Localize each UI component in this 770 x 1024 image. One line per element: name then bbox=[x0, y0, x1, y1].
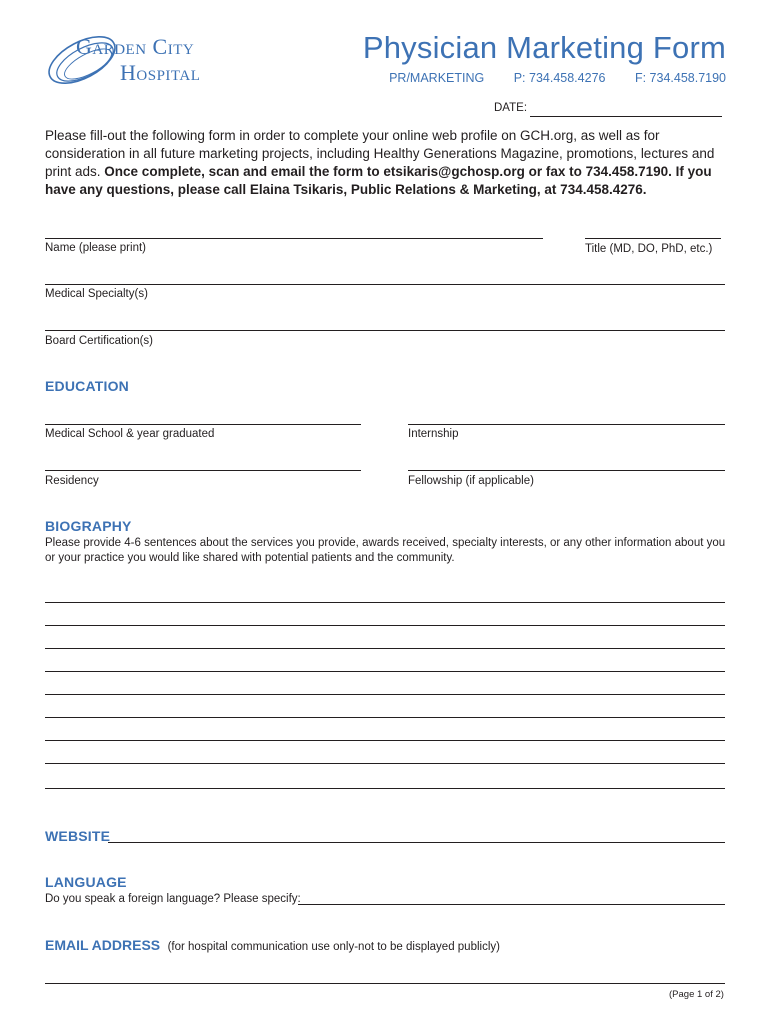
medical-school-label: Medical School & year graduated bbox=[45, 428, 215, 440]
title-label: Title (MD, DO, PhD, etc.) bbox=[585, 243, 713, 255]
specialty-label: Medical Specialty(s) bbox=[45, 288, 148, 300]
biography-line[interactable] bbox=[45, 648, 725, 649]
email-note: (for hospital communication use only-not to be displayed publicly) bbox=[167, 941, 500, 953]
internship-field[interactable] bbox=[408, 424, 725, 425]
biography-line[interactable] bbox=[45, 763, 725, 764]
intro-text: Please fill-out the following form in order to complete your online web profile on GCH.org, as well as for consideration in all future marketing projects, including Healthy Generations Magazine, promotions, lectures and print ads. bbox=[45, 128, 715, 179]
date-label: DATE: bbox=[494, 102, 528, 114]
email-field[interactable] bbox=[45, 983, 725, 984]
biography-heading: BIOGRAPHY bbox=[45, 518, 132, 534]
language-heading: LANGUAGE bbox=[45, 874, 127, 890]
intro-paragraph bbox=[45, 127, 735, 199]
biography-instructions: Please provide 4-6 sentences about the services you provide, awards received, specialty interests, or any other information about you or your practice you would like shared with potential patients and the community. bbox=[45, 537, 726, 564]
biography-line[interactable] bbox=[45, 694, 725, 695]
biography-line[interactable] bbox=[45, 671, 725, 672]
biography-line[interactable] bbox=[45, 625, 725, 626]
intro-instructions: Once complete, scan and email the form to etsikaris@gchosp.org or fax to 734.458.7190. If you have any questions, please call Elaina Tsikaris, Public Relations & Marketing, at 734.458.4276. bbox=[45, 164, 712, 197]
logo-text-hospital: Hospital bbox=[120, 60, 201, 85]
department-label: PR/MARKETING bbox=[389, 71, 485, 85]
education-heading: EDUCATION bbox=[45, 378, 129, 394]
specialty-field[interactable] bbox=[45, 284, 725, 285]
residency-label: Residency bbox=[45, 475, 99, 487]
contact-row bbox=[389, 71, 726, 85]
medical-school-field[interactable] bbox=[45, 424, 361, 425]
biography-line[interactable] bbox=[45, 602, 725, 603]
fellowship-field[interactable] bbox=[408, 470, 725, 471]
fax-number: F: 734.458.7190 bbox=[634, 71, 726, 85]
form-title: Physician Marketing Form bbox=[362, 30, 726, 65]
email-heading-row bbox=[45, 937, 500, 955]
internship-label: Internship bbox=[408, 428, 459, 440]
date-field[interactable] bbox=[530, 116, 722, 117]
board-certification-field[interactable] bbox=[45, 330, 725, 331]
residency-field[interactable] bbox=[45, 470, 361, 471]
biography-line[interactable] bbox=[45, 717, 725, 718]
fellowship-label: Fellowship (if applicable) bbox=[408, 475, 534, 487]
page-number: (Page 1 of 2) bbox=[669, 989, 724, 1000]
biography-line[interactable] bbox=[45, 740, 725, 741]
logo-text-garden-city: Garden City bbox=[76, 34, 195, 59]
email-heading: EMAIL ADDRESS bbox=[45, 937, 161, 953]
name-label: Name (please print) bbox=[45, 242, 146, 254]
website-heading: WEBSITE bbox=[45, 828, 111, 844]
website-field[interactable] bbox=[108, 842, 725, 843]
phone-number: P: 734.458.4276 bbox=[513, 71, 606, 85]
name-field[interactable] bbox=[45, 238, 543, 239]
board-certification-label: Board Certification(s) bbox=[45, 335, 154, 347]
title-field[interactable] bbox=[585, 238, 721, 239]
language-field[interactable] bbox=[298, 904, 725, 905]
language-question: Do you speak a foreign language? Please specify: bbox=[45, 893, 301, 905]
biography-line[interactable] bbox=[45, 788, 725, 789]
